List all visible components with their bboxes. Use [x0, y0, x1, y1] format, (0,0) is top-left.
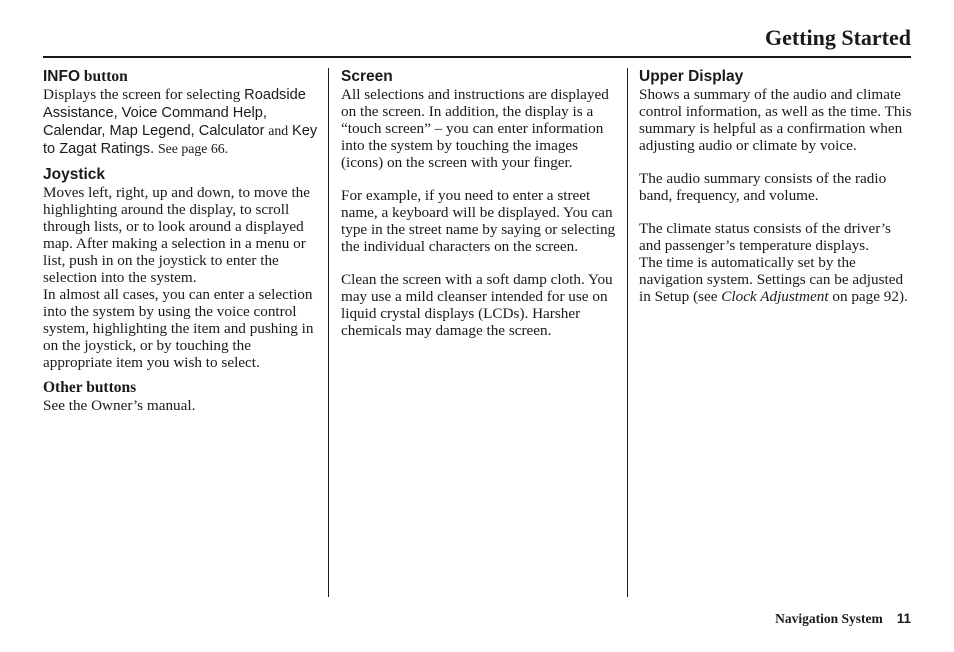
other-buttons-section: [43, 379, 318, 414]
column-middle: [341, 68, 617, 347]
clock-adjustment-reference: Clock Adjustment: [721, 288, 829, 305]
joystick-para-1: Moves left, right, up and down, to move the highlighting around the display, to scroll through lists, or to look around a displayed map. After making a selection in a menu or list, push in on the joystick to enter the selection into the system.: [43, 184, 311, 286]
column-divider-left: [328, 68, 329, 597]
screen-para-1: All selections and instructions are displayed on the screen. In addition, the display is a “touch screen” – you can enter information into the system by touching the images (icons) on the screen with your finger.: [341, 86, 609, 171]
other-buttons-text: See the Owner’s manual.: [43, 397, 196, 414]
column-right: [639, 68, 914, 313]
screen-para-3: Clean the screen with a soft damp cloth. You may use a mild cleanser intended for use on liquid crystal displays (LCDs). Harsher chemicals may damage the screen.: [341, 271, 613, 339]
page-footer: [775, 610, 911, 628]
page-title: Getting Started: [764, 25, 911, 50]
upper-display-para-1: Shows a summary of the audio and climate control information, as well as the time. This summary is helpful as a confirmation when adjusting audio or climate by voice.: [639, 86, 912, 154]
info-heading-label: INFO: [43, 68, 81, 85]
upper-display-section: [639, 68, 914, 305]
upper-display-para-4: [639, 254, 914, 305]
joystick-para-2: In almost all cases, you can enter a selection into the system by using the voice control system, highlighting the item and pushing in on the joystick, or by touching the appropriate item you wish to select.: [43, 286, 314, 371]
joystick-section: [43, 166, 318, 371]
info-description: [43, 86, 318, 158]
column-left: [43, 68, 318, 422]
upper-display-para-3: The climate status consists of the driver’s and passenger’s temperature displays.: [639, 220, 891, 254]
upper-display-para-4-start: The time is automatically set by the navigation system. Settings can be adjusted in Setup (see: [639, 254, 904, 305]
upper-display-para-2: The audio summary consists of the radio band, frequency, and volume.: [639, 170, 887, 204]
footer-label: Navigation System: [775, 611, 883, 626]
info-see-page: See page 66.: [157, 141, 229, 156]
column-divider-right: [627, 68, 628, 597]
info-button-section: [43, 68, 318, 158]
info-text-intro: Displays the screen for selecting: [43, 86, 241, 103]
info-heading-suffix: button: [83, 68, 128, 85]
joystick-heading: Joystick: [43, 166, 106, 183]
page-number: 11: [896, 611, 911, 626]
screen-para-2: For example, if you need to enter a street name, a keyboard will be displayed. You can type in the street name by saying or selecting the individual characters on the screen.: [341, 187, 616, 255]
info-period: .: [150, 141, 155, 157]
info-button-heading: [43, 68, 318, 86]
other-buttons-heading: Other buttons: [43, 379, 137, 396]
title-rule: [43, 56, 911, 58]
upper-display-para-4-end: on page 92).: [832, 288, 908, 305]
info-and-word: and: [268, 123, 289, 138]
info-item-roadside: Roadside Assistance, Voice Command Help, Calendar, Map Legend, Calculator: [43, 87, 306, 139]
screen-heading: Screen: [341, 68, 393, 85]
info-item-zagat: Key to Zagat Ratings: [43, 123, 318, 157]
upper-display-heading: Upper Display: [639, 68, 744, 85]
screen-section: [341, 68, 617, 339]
